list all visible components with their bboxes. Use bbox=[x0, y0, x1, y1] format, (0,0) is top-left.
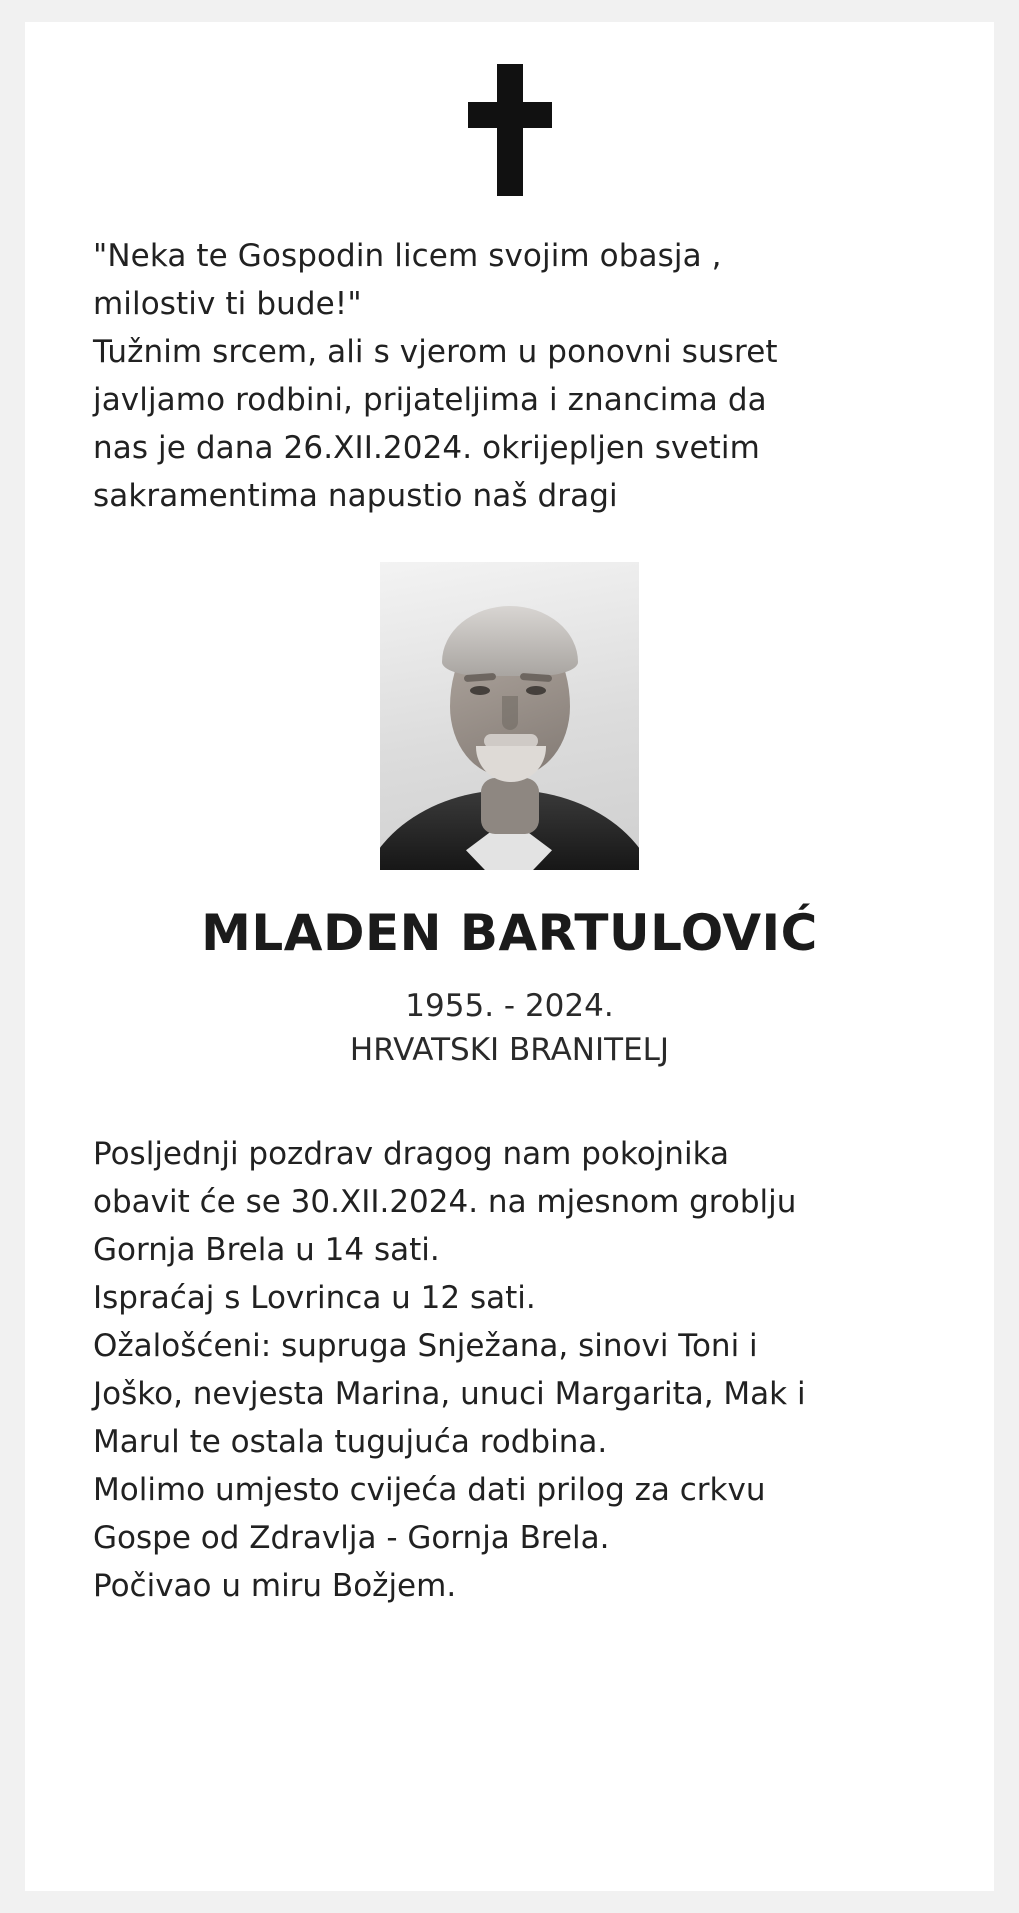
detail-line: Ožalošćeni: supruga Snježana, sinovi Toni i bbox=[93, 1328, 758, 1364]
detail-line: Počivao u miru Božjem. bbox=[93, 1568, 457, 1604]
detail-line: Marul te ostala tugujuća rodbina. bbox=[93, 1424, 608, 1460]
quote-line: javljamo rodbini, prijateljima i znancima da bbox=[93, 382, 767, 418]
photo-eye-left bbox=[470, 686, 490, 695]
latin-cross-icon bbox=[468, 64, 552, 196]
detail-line: Gospe od Zdravlja - Gornja Brela. bbox=[93, 1520, 610, 1556]
photo-nose bbox=[502, 696, 518, 730]
detail-line: obavit će se 30.XII.2024. na mjesnom groblju bbox=[93, 1184, 797, 1220]
detail-line: Ispraćaj s Lovrinca u 12 sati. bbox=[93, 1280, 536, 1316]
photo-eye-right bbox=[526, 686, 546, 695]
detail-line: Molimo umjesto cvijeća dati prilog za crkvu bbox=[93, 1472, 766, 1508]
portrait-container bbox=[63, 562, 956, 870]
deceased-name: MLADEN BARTULOVIĆ bbox=[201, 904, 818, 962]
quote-line: "Neka te Gospodin licem svojim obasja , bbox=[93, 238, 722, 274]
quote-paragraph bbox=[63, 232, 956, 520]
cross-vertical-bar bbox=[497, 64, 523, 196]
quote-line: nas je dana 26.XII.2024. okrijepljen svetim bbox=[93, 430, 760, 466]
cross-header bbox=[63, 22, 956, 232]
quote-line: milostiv ti bude!" bbox=[93, 286, 362, 322]
photo-neck bbox=[481, 778, 539, 834]
detail-line: Gornja Brela u 14 sati. bbox=[93, 1232, 440, 1268]
life-years: 1955. - 2024. bbox=[405, 988, 614, 1024]
detail-line: Posljednji pozdrav dragog nam pokojnika bbox=[93, 1136, 729, 1172]
cross-horizontal-bar bbox=[468, 102, 552, 128]
quote-line: sakramentima napustio naš dragi bbox=[93, 478, 618, 514]
quote-line: Tužnim srcem, ali s vjerom u ponovni susret bbox=[93, 334, 778, 370]
detail-line: Joško, nevjesta Marina, unuci Margarita, Mak i bbox=[93, 1376, 806, 1412]
honorific-subtitle: HRVATSKI BRANITELJ bbox=[349, 1032, 670, 1068]
portrait-photo bbox=[380, 562, 639, 870]
obituary-content bbox=[63, 22, 956, 1610]
obituary-card bbox=[25, 22, 994, 1891]
funeral-details bbox=[63, 1130, 956, 1610]
